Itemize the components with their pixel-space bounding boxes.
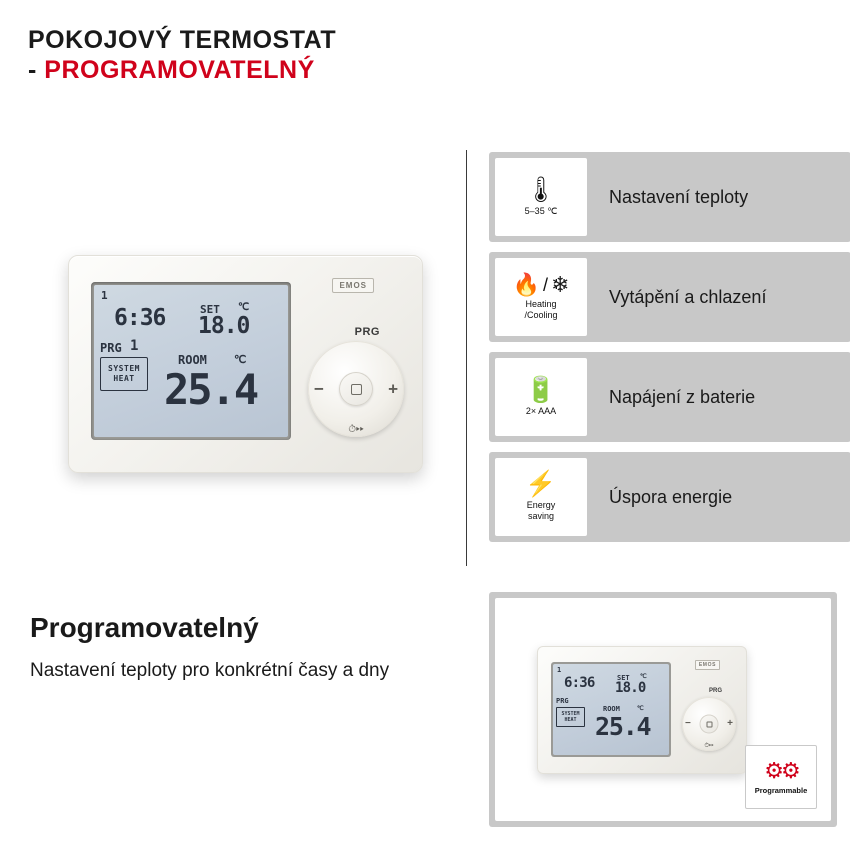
- battery-glyph: 🔋: [525, 375, 557, 404]
- brand-logo: EMOS: [332, 278, 374, 293]
- mini-ok-button: [700, 715, 719, 734]
- product-image-main: [68, 255, 423, 473]
- lcd-set-label: SET: [200, 303, 220, 316]
- flame-icon: 🔥: [512, 271, 540, 297]
- mini-brand-logo: EMOS: [695, 660, 720, 670]
- thermometer-glyph: 🌡: [525, 175, 557, 204]
- mini-minus-button: −: [685, 718, 691, 729]
- lcd-room-label: ROOM: [178, 353, 207, 367]
- mini-prg-button-label: PRG: [708, 688, 722, 694]
- mini-lcd-room-unit: ℃: [637, 705, 644, 712]
- mini-lcd-day-index: 1: [557, 666, 562, 674]
- bottom-panel-inner: [495, 598, 831, 821]
- prg-button-label: PRG: [354, 326, 380, 338]
- heating-cooling-icon: [495, 258, 587, 336]
- mini-lcd-set-unit: ℃: [640, 673, 647, 680]
- mini-ok-square-icon: [706, 721, 712, 727]
- lcd-system-box: [100, 357, 148, 391]
- heating-cooling-glyphs: [512, 271, 570, 297]
- mini-lcd-room-value: 25.4: [595, 712, 651, 741]
- product-image-secondary: [537, 646, 747, 774]
- temperature-range-label: 5–35 ℃: [524, 205, 558, 216]
- bottom-body-text: Nastavení teploty pro konkrétní časy a dny: [30, 660, 390, 681]
- heating-label: Heating: [525, 298, 557, 309]
- feature-list: [489, 152, 850, 552]
- title-highlight: PROGRAMOVATELNÝ: [44, 55, 315, 84]
- page-title: [28, 26, 336, 85]
- title-line-1: POKOJOVÝ TERMOSTAT: [28, 26, 337, 54]
- feature-label-battery: Napájení z baterie: [609, 386, 756, 407]
- saving-label: saving: [527, 511, 554, 521]
- feature-row-battery: [489, 352, 850, 442]
- heating-cooling-sub: [524, 299, 557, 321]
- mini-plus-button: +: [727, 718, 733, 729]
- minus-button: −: [314, 379, 324, 399]
- snowflake-icon: ❄: [550, 271, 570, 297]
- energy-saving-icon: [495, 458, 587, 536]
- battery-type-label: 2× AAA: [525, 405, 557, 416]
- battery-icon: [495, 358, 587, 436]
- mini-lcd-system-box: [556, 707, 585, 727]
- feature-divider: [466, 150, 467, 566]
- mini-lcd-set-value: 18.0: [615, 680, 646, 696]
- programmable-caption: Programmable: [754, 785, 808, 795]
- feature-label-heating-cooling: Vytápění a chlazení: [609, 286, 767, 307]
- bottom-text-block: [30, 612, 450, 684]
- mini-lcd-system-label: SYSTEM: [561, 711, 580, 717]
- mini-lcd-system-mode: HEAT: [564, 717, 577, 723]
- clock-icon: ⏱▸▸: [348, 424, 364, 435]
- mini-thermostat-body: [537, 646, 747, 774]
- control-dial: [308, 341, 404, 437]
- lcd-day-index: 1: [101, 289, 108, 302]
- mini-lcd-prg-label: PRG: [556, 697, 569, 705]
- energy-glyph: ⚡: [525, 470, 557, 499]
- lcd-display: [94, 285, 288, 437]
- feature-row-temperature: [489, 152, 850, 242]
- mini-lcd-bezel: [551, 662, 671, 757]
- programmable-badge: [745, 745, 817, 809]
- gears-icon: ⚙⚙: [764, 757, 798, 783]
- slash-separator: /: [542, 274, 548, 295]
- lcd-set-value: 18.0: [198, 313, 250, 339]
- lcd-prg-number: 1: [130, 338, 139, 354]
- mini-lcd-room-label: ROOM: [603, 705, 620, 713]
- ok-button: [339, 372, 373, 406]
- lcd-system-mode: HEAT: [113, 374, 135, 383]
- mini-control-dial: [682, 697, 736, 751]
- feature-label-energy-saving: Úspora energie: [609, 486, 733, 507]
- lcd-bezel: [91, 282, 291, 440]
- bottom-product-panel: [489, 592, 837, 827]
- lcd-room-value: 25.4: [164, 365, 258, 414]
- lcd-prg-label: PRG: [100, 341, 122, 355]
- mini-clock-icon: ⏱▸▸: [704, 743, 714, 749]
- title-dash: -: [28, 55, 37, 84]
- mini-lcd-display: [553, 664, 669, 755]
- lcd-time: 6:36: [114, 305, 166, 331]
- lcd-set-unit: ℃: [238, 302, 250, 313]
- title-line-2: [28, 56, 336, 86]
- mini-lcd-time: 6:36: [564, 675, 595, 691]
- energy-saving-sub: [527, 500, 556, 522]
- thermometer-icon: [495, 158, 587, 236]
- cooling-label: /Cooling: [524, 309, 558, 320]
- lcd-room-unit: ℃: [234, 353, 247, 366]
- plus-button: +: [388, 379, 398, 399]
- bottom-heading: Programovatelný: [30, 612, 259, 643]
- feature-label-temperature: Nastavení teploty: [609, 186, 749, 207]
- ok-square-icon: [351, 384, 362, 395]
- energy-label: Energy: [526, 500, 556, 511]
- thermostat-body: [68, 255, 423, 473]
- feature-row-heating-cooling: [489, 252, 850, 342]
- feature-row-energy-saving: [489, 452, 850, 542]
- lcd-system-label: SYSTEM: [108, 364, 140, 373]
- mini-lcd-set-label: SET: [617, 674, 630, 682]
